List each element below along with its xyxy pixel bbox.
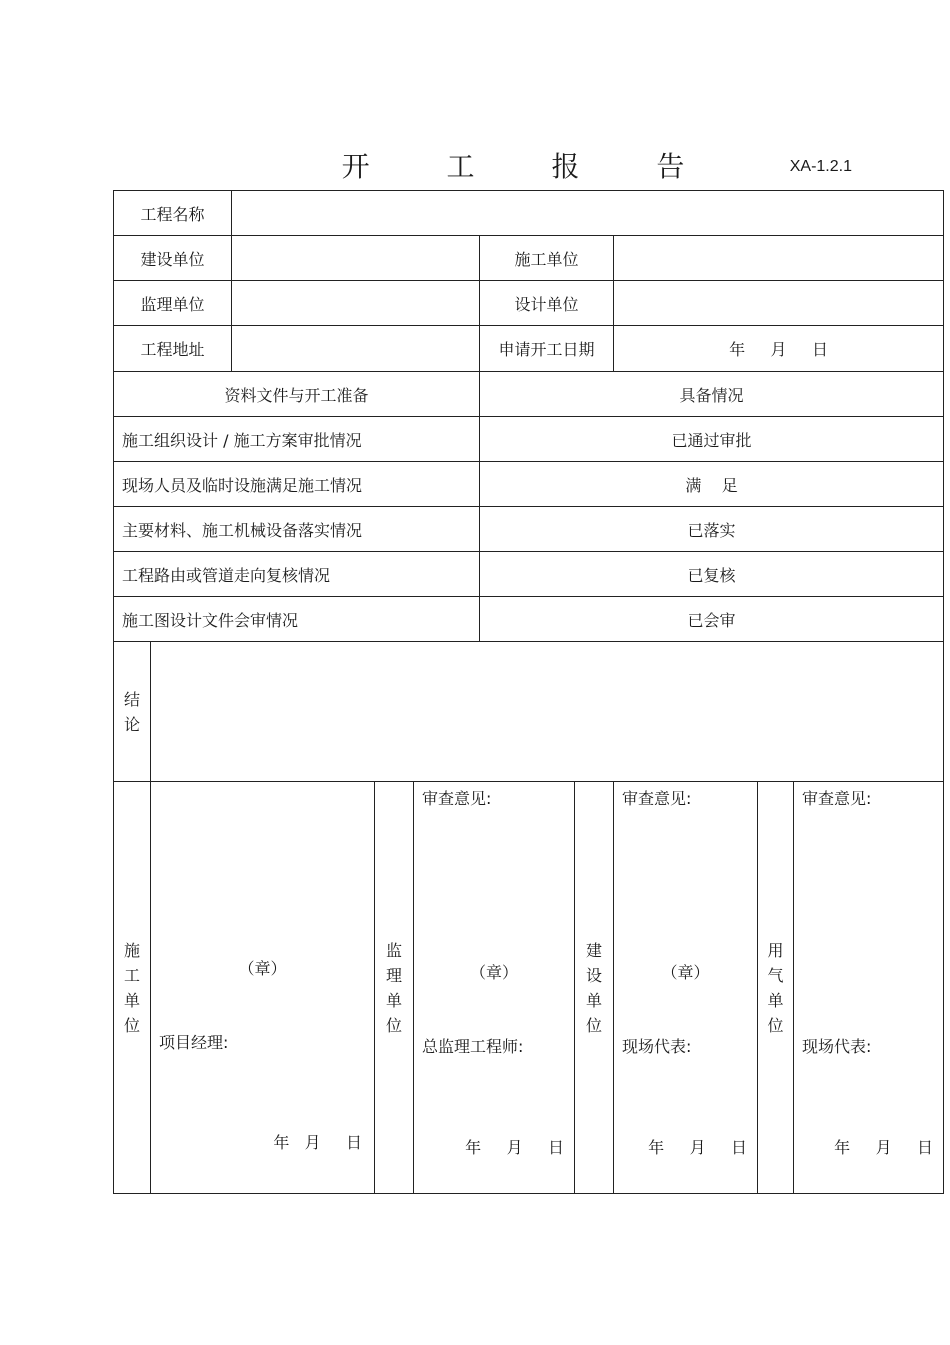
opinion-label: 审查意见: bbox=[422, 789, 492, 808]
prep-header-left: 资料文件与开工准备 bbox=[114, 372, 480, 417]
contractor-label: 施工单位 bbox=[480, 236, 614, 281]
prep-item: 工程路由或管道走向复核情况 bbox=[114, 552, 480, 597]
row-owner-contractor bbox=[114, 236, 944, 281]
row-conclusion bbox=[114, 642, 944, 782]
table-row bbox=[114, 417, 944, 462]
contractor-sign-label: 施 工 单 位 bbox=[114, 782, 151, 1194]
prep-status: 已会审 bbox=[480, 597, 944, 642]
supervisor-sign-label: 监 理 单 位 bbox=[375, 782, 414, 1194]
owner-field[interactable] bbox=[232, 236, 480, 281]
conclusion-field[interactable] bbox=[151, 642, 944, 782]
site-representative-label: 现场代表: bbox=[622, 1037, 692, 1056]
project-name-field[interactable] bbox=[232, 191, 944, 236]
form-code: XA-1.2.1 bbox=[789, 158, 852, 175]
owner-label: 建设单位 bbox=[114, 236, 232, 281]
chief-supervisor-label: 总监理工程师: bbox=[422, 1037, 524, 1056]
row-supervisor-designer bbox=[114, 281, 944, 326]
site-representative-label: 现场代表: bbox=[802, 1037, 872, 1056]
gas-sign-area[interactable] bbox=[794, 782, 944, 1194]
table-row bbox=[114, 507, 944, 552]
row-project-name bbox=[114, 191, 944, 236]
prep-item: 施工组织设计 / 施工方案审批情况 bbox=[114, 417, 480, 462]
opinion-label: 审查意见: bbox=[802, 789, 872, 808]
prep-status: 已复核 bbox=[480, 552, 944, 597]
project-name-label: 工程名称 bbox=[114, 191, 232, 236]
sign-date: 年 月 日 bbox=[465, 1138, 565, 1157]
owner-sign-area[interactable] bbox=[614, 782, 758, 1194]
supervisor-field[interactable] bbox=[232, 281, 480, 326]
sign-date: 年 月 日 bbox=[834, 1138, 934, 1157]
page-title: 开 工 报 告 bbox=[341, 150, 719, 183]
prep-item: 施工图设计文件会审情况 bbox=[114, 597, 480, 642]
prep-item: 现场人员及临时设施满足施工情况 bbox=[114, 462, 480, 507]
contractor-sign-area[interactable] bbox=[151, 782, 375, 1194]
prep-status: 满 足 bbox=[480, 462, 944, 507]
prep-status: 已通过审批 bbox=[480, 417, 944, 462]
designer-label: 设计单位 bbox=[480, 281, 614, 326]
conclusion-label: 结 论 bbox=[114, 642, 151, 782]
sign-date: 年 月 日 bbox=[273, 1133, 363, 1152]
seal-mark: （章） bbox=[661, 963, 710, 982]
opinion-label: 审查意见: bbox=[622, 789, 692, 808]
seal-mark: （章） bbox=[238, 959, 287, 978]
contractor-field[interactable] bbox=[614, 236, 944, 281]
sign-date: 年 月 日 bbox=[648, 1138, 748, 1157]
address-label: 工程地址 bbox=[114, 326, 232, 372]
prep-item: 主要材料、施工机械设备落实情况 bbox=[114, 507, 480, 552]
table-row bbox=[114, 597, 944, 642]
owner-sign-label: 建 设 单 位 bbox=[575, 782, 614, 1194]
apply-date-field[interactable]: 年 月 日 bbox=[614, 326, 944, 372]
row-address-date bbox=[114, 326, 944, 372]
gas-sign-label: 用 气 单 位 bbox=[758, 782, 794, 1194]
designer-field[interactable] bbox=[614, 281, 944, 326]
table-row bbox=[114, 552, 944, 597]
row-signatures bbox=[114, 782, 944, 1194]
seal-mark: （章） bbox=[470, 963, 519, 982]
supervisor-label: 监理单位 bbox=[114, 281, 232, 326]
project-manager-label: 项目经理: bbox=[159, 1033, 229, 1052]
prep-status: 已落实 bbox=[480, 507, 944, 552]
prep-header-right: 具备情况 bbox=[480, 372, 944, 417]
table-row bbox=[114, 462, 944, 507]
address-field[interactable] bbox=[232, 326, 480, 372]
row-prep-header bbox=[114, 372, 944, 417]
supervisor-sign-area[interactable] bbox=[414, 782, 575, 1194]
start-report-form bbox=[113, 190, 944, 1194]
apply-date-label: 申请开工日期 bbox=[480, 326, 614, 372]
